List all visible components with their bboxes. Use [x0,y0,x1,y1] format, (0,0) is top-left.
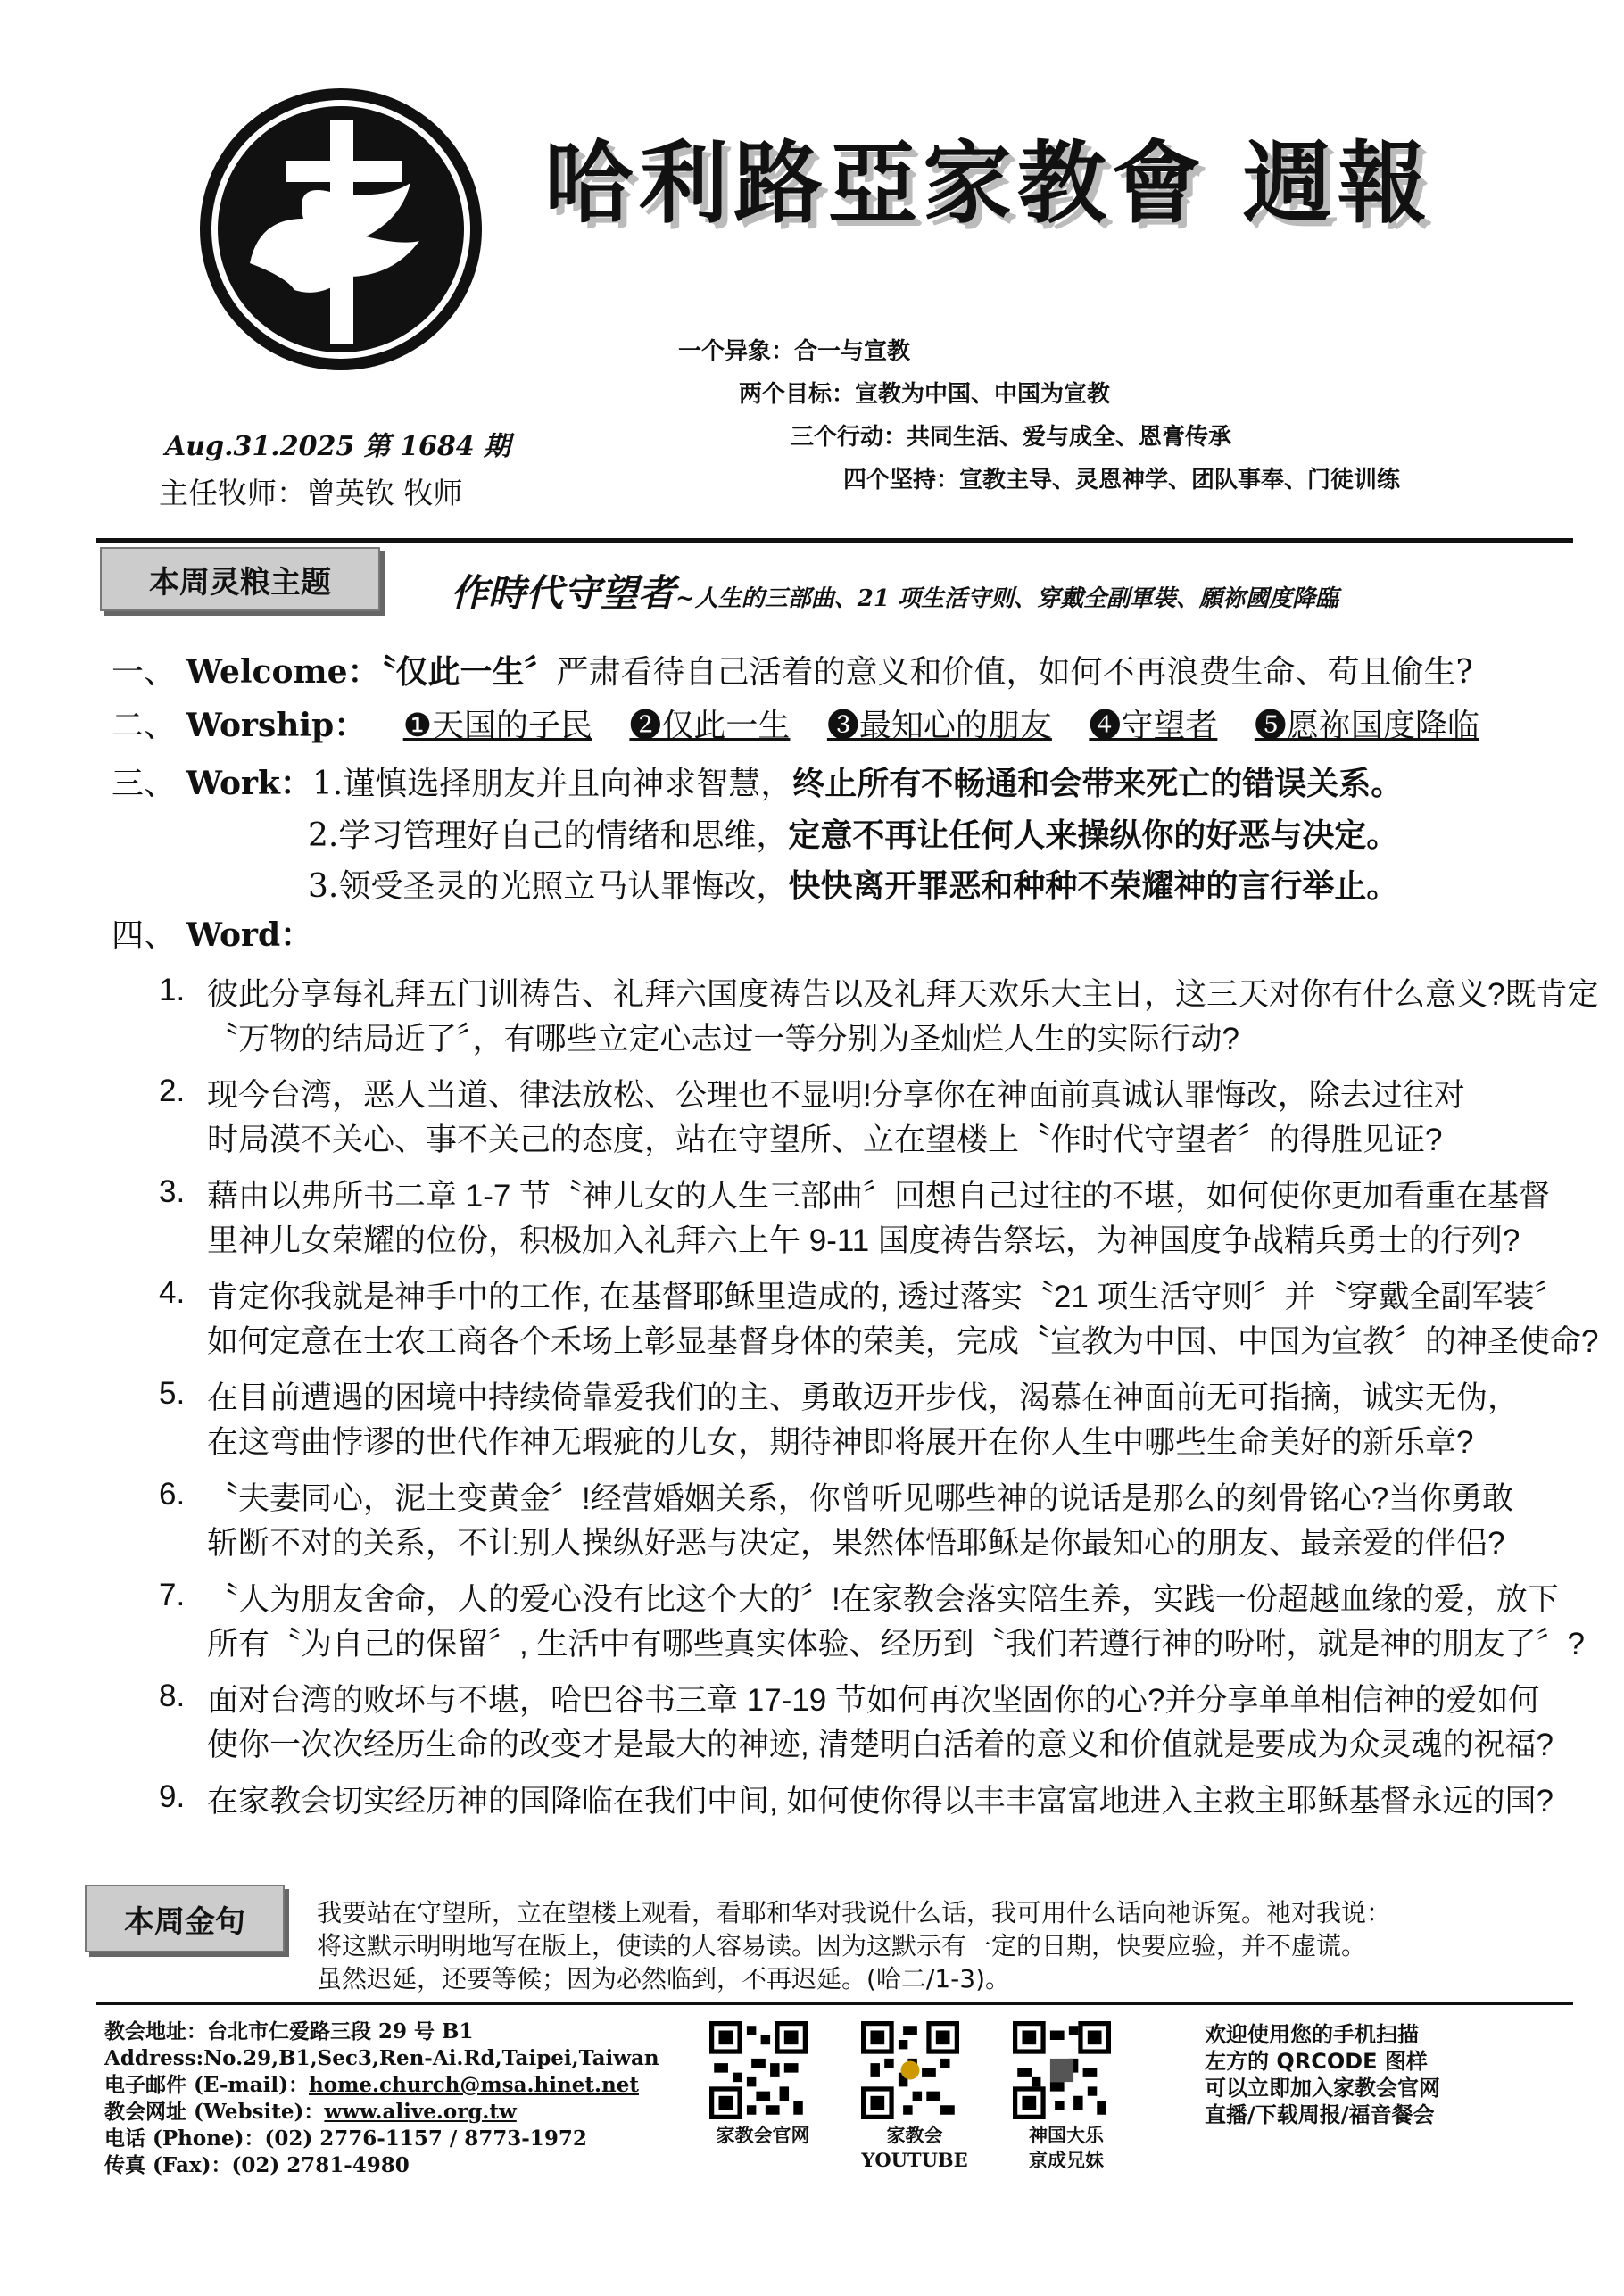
verse-line: 虽然迟延，还要等候；因为必然临到，不再迟延。(哈二/1-3)。 [317,1964,1011,1993]
address-en: Address:No.29,B1,Sec3,Ren-Ai.Rd,Taipei,Taiwan [104,2046,659,2070]
question-number: 1. [159,973,186,1007]
work-item [308,861,1398,907]
question-line: 藉由以弗所书二章 1-7 节〝神儿女的人生三部曲〞回想自己过往的不堪，如何使你更加看重在基督 [207,1179,1551,1214]
question-text [207,1578,1585,1667]
worship-label: Worship： [186,707,367,744]
question-line: 在目前遭遇的困境中持续倚靠爱我们的主、勇敢迈开步伐，渴慕在神面前无可指摘，诚实无伪， [207,1380,1520,1415]
golden-label-box: 本周金句 [85,1885,285,1952]
qr-block [1013,2021,1120,2173]
question-text [207,1678,1554,1768]
song-item: ❶天国的子民 [402,708,592,744]
work-item [308,810,1398,856]
question-item [0,973,1624,1073]
question-line: 肯定你我就是神手中的工作, 在基督耶稣里造成的, 透过落实〝21 项生活守则〞并〝穿戴全副军装〞 [207,1280,1566,1314]
question-item [0,1477,1624,1578]
verse-line: 我要站在守望所，立在望楼上观看，看耶和华对我说什么话，我可用什么话向祂诉冤。祂对我说： [317,1898,1392,1927]
section-prefix: 三、 [112,766,177,802]
word-label: Word： [186,916,313,954]
contact-info [104,2018,659,2179]
qr-label: YOUTUBE [861,2149,968,2171]
question-line: 如何定意在士农工商各个禾场上彰显基督身体的荣美，完成〝宣教为中国、中国为宣教〞的神圣使命? [207,1324,1599,1359]
question-text [207,1174,1550,1264]
issue-number: Aug.31.2025 第 1684 期 [165,431,511,462]
question-item [0,1578,1624,1678]
question-line: 〝夫妻同心，泥土变黄金〞!经营婚姻关系，你曾听见哪些神的说话是那么的刻骨铭心?当你勇敢 [207,1481,1514,1516]
work-item-plain: 3.领受圣灵的光照立马认罪悔改， [308,868,789,905]
question-text [207,973,1598,1062]
theme-subtitle: ~人生的三部曲、21 项生活守则、穿戴全副軍裝、願祢國度降臨 [675,585,1339,612]
email-label: 电子邮件 (E-mail)： [104,2073,309,2097]
welcome-bold: 〝仅此一生〞 [379,653,557,691]
divider [96,2002,1573,2005]
question-line: 彼此分享每礼拜五门训祷告、礼拜六国度祷告以及礼拜天欢乐大主日，这三天对你有什么意义?既肯定 [207,977,1599,1012]
question-item [0,1073,1624,1174]
work-item-plain: 2.学习管理好自己的情绪和思维， [308,817,789,854]
question-text [207,1779,1554,1824]
verse-line: 将这默示明明地写在版上，使读的人容易读。因为这默示有一定的日期，快要应验，并不虚谎。 [317,1931,1367,1960]
theme-title-main: 作時代守望者 [451,571,676,615]
qr-code-icon[interactable] [1013,2021,1111,2119]
vision-line: 三个行动：共同生活、爱与成全、恩膏传承 [791,424,1232,451]
question-number: 7. [159,1578,186,1612]
work-item-bold: 定意不再让任何人来操纵你的好恶与决定。 [788,816,1399,854]
section-prefix: 二、 [112,708,177,744]
question-line: 时局漠不关心、事不关己的态度，站在守望所、立在望楼上〝作时代守望者〞的得胜见证? [207,1123,1443,1157]
golden-verse [317,1896,1391,1995]
question-number: 8. [159,1678,186,1713]
song-item: ❺愿祢国度降临 [1254,708,1479,744]
pastor-name: 主任牧师：曾英钦 牧师 [159,476,463,510]
divider [96,538,1573,543]
question-number: 2. [159,1073,186,1108]
question-item [0,1779,1624,1833]
section-prefix: 四、 [112,917,177,954]
question-line: 〝万物的结局近了〞，有哪些立定心志过一等分别为圣灿烂人生的实际行动? [207,1022,1239,1057]
vision-line: 一个异象：合一与宣教 [678,338,911,365]
scan-line: 左方的 QRCODE 图样 [1205,2049,1428,2074]
song-item: ❹守望者 [1089,708,1218,744]
song-item: ❸最知心的朋友 [826,708,1052,744]
welcome-label: Welcome： [186,653,380,691]
fax: 传真 (Fax)：(02) 2781-4980 [104,2153,410,2177]
question-text [207,1477,1513,1566]
scan-line: 可以立即加入家教会官网 [1205,2076,1440,2101]
question-number: 6. [159,1477,186,1512]
welcome-line [112,647,1473,692]
question-line: 斩断不对的关系，不让别人操纵好恶与决定，果然体悟耶稣是你最知心的朋友、最亲爱的伴侣? [207,1526,1505,1561]
question-line: 所有〝为自己的保留〞, 生活中有哪些真实体验、经历到〝我们若遵行神的吩咐，就是神的朋友了〞? [207,1627,1585,1662]
website-link[interactable]: www.alive.org.tw [324,2100,517,2124]
qr-block [861,2021,968,2173]
qr-code-icon[interactable] [861,2021,959,2119]
question-line: 在这弯曲悖谬的世代作神无瑕疵的儿女，期待神即将展开在你人生中哪些生命美好的新乐章? [207,1425,1474,1460]
welcome-text: 严肃看待自己活着的意义和价值，如何不再浪费生命、苟且偷生? [556,654,1473,691]
work-item-plain: 1.谨慎选择朋友并且向神求智慧， [311,766,793,802]
theme-label-box: 本周灵粮主题 [100,547,380,611]
website-row [104,2099,659,2126]
work-line [112,758,1403,804]
question-line: 面对台湾的败坏与不堪，哈巴谷书三章 17-19 节如何再次坚固你的心?并分享单单相信神的爱如何 [207,1683,1540,1718]
question-line: 现今台湾，恶人当道、律法放松、公理也不显明!分享你在神面前真诚认罪悔改，除去过往对 [207,1078,1465,1113]
song-item: ❷仅此一生 [629,708,791,744]
question-item [0,1678,1624,1779]
vision-line: 四个坚持：宣教主导、灵恩神学、团队事奉、门徒训练 [843,467,1401,493]
question-line: 里神儿女荣耀的位份，积极加入礼拜六上午 9-11 国度祷告祭坛，为神国度争战精兵勇士的行列? [207,1223,1520,1258]
question-number: 4. [159,1275,186,1310]
scan-instructions [1205,2021,1440,2128]
qr-code-icon[interactable] [709,2021,808,2119]
section-prefix: 一、 [112,654,177,691]
qr-label: 家教会官网 [716,2124,810,2146]
church-logo [196,85,486,375]
question-item [0,1174,1624,1275]
question-line: 使你一次次经历生命的改变才是最大的神迹, 清楚明白活着的意义和价值就是要成为众灵魂的祝福? [207,1728,1554,1762]
question-line: 在家教会切实经历神的国降临在我们中间, 如何使你得以丰丰富富地进入主救主耶稣基督永远的国? [207,1784,1554,1819]
question-number: 5. [159,1376,186,1411]
question-item [0,1275,1624,1376]
qr-label: 神国大乐 [1029,2124,1104,2146]
question-item [0,1376,1624,1477]
qr-label: 京成兄妹 [1029,2149,1104,2171]
email-link[interactable]: home.church@msa.hinet.net [309,2073,639,2097]
website-label: 教会网址 (Website)： [104,2100,325,2124]
scan-line: 直播/下载周报/福音餐会 [1205,2102,1435,2127]
work-item-bold: 终止所有不畅通和会带来死亡的错误关系。 [792,765,1404,802]
scan-line: 欢迎使用您的手机扫描 [1205,2022,1419,2047]
question-text [207,1073,1465,1163]
question-line: 〝人为朋友舍命，人的爱心没有比这个大的〞!在家教会落实陪生养，实践一份超越血缘的爱，放下 [207,1582,1559,1617]
qr-block [709,2021,816,2148]
question-number: 9. [159,1779,186,1814]
theme-title [451,564,1338,618]
email-row [104,2072,659,2099]
church-title: 哈利路亞家教會 週報 [544,130,1432,236]
vision-line: 两个目标：宣教为中国、中国为宣教 [739,381,1111,408]
worship-line [112,700,1506,746]
address-cn: 教会地址：台北市仁爱路三段 29 号 B1 [104,2019,474,2043]
question-text [207,1275,1598,1364]
work-label: Work： [186,765,312,802]
word-line [112,910,312,956]
question-number: 3. [159,1174,186,1209]
work-item-bold: 快快离开罪恶和种种不荣耀神的言行举止。 [788,867,1399,905]
phone: 电话 (Phone)：(02) 2776-1157 / 8773-1972 [104,2126,587,2151]
qr-label: 家教会 [886,2124,943,2146]
question-text [207,1376,1519,1465]
question-list [0,973,1624,1833]
